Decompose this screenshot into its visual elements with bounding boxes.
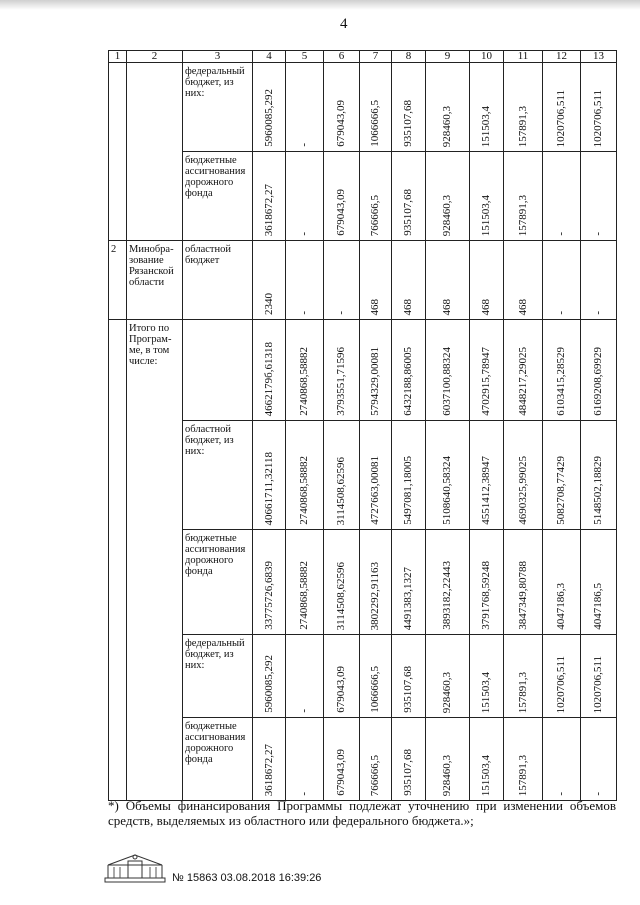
amount-value: 935107,68 — [402, 189, 414, 236]
table-row — [109, 320, 617, 421]
amount-value: 4047186,3 — [555, 583, 567, 630]
amount-cell — [426, 241, 470, 320]
registration-number: № 15863 03.08.2018 16:39:26 — [172, 872, 322, 884]
amount-cell — [360, 63, 392, 152]
table-row — [109, 718, 617, 801]
organization-cell: Минобра-зование Рязанской области — [127, 241, 183, 320]
amount-cell — [286, 63, 324, 152]
amount-cell — [253, 152, 286, 241]
table-row — [109, 152, 617, 241]
amount-cell — [324, 241, 360, 320]
row-number — [109, 63, 127, 241]
table-row — [109, 635, 617, 718]
budget-source-label — [183, 320, 253, 421]
amount-value: 151503,4 — [480, 194, 492, 236]
header-cell: 12 — [543, 51, 581, 63]
amount-value: 766666,5 — [369, 194, 381, 236]
amount-cell — [324, 63, 360, 152]
amount-value: 4702915,78947 — [480, 347, 492, 416]
funding-table — [108, 50, 617, 801]
amount-cell — [581, 718, 617, 801]
amount-value: 1066666,5 — [369, 666, 381, 713]
amount-cell — [543, 635, 581, 718]
amount-value: - — [298, 709, 310, 713]
amount-cell — [470, 718, 504, 801]
amount-value: 1020706,511 — [555, 655, 567, 713]
amount-cell — [543, 63, 581, 152]
amount-value: 3114508,62596 — [335, 456, 347, 525]
amount-cell — [253, 530, 286, 635]
amount-cell — [504, 635, 543, 718]
amount-cell — [392, 152, 426, 241]
amount-value: 3802292,91163 — [369, 561, 381, 630]
amount-value: 928460,3 — [441, 754, 453, 796]
amount-cell — [543, 320, 581, 421]
amount-value: 151503,4 — [480, 754, 492, 796]
header-cell: 3 — [183, 51, 253, 63]
amount-value: 1020706,511 — [592, 89, 604, 147]
budget-source-label: областной бюджет, из них: — [183, 421, 253, 530]
amount-cell — [543, 530, 581, 635]
amount-value: 468 — [480, 298, 492, 315]
amount-value: 6103415,28529 — [555, 347, 567, 416]
amount-cell — [426, 63, 470, 152]
amount-value: 4848217,29025 — [516, 347, 529, 416]
amount-value: 935107,68 — [402, 749, 414, 796]
header-cell: 8 — [392, 51, 426, 63]
amount-value: 151503,4 — [480, 105, 492, 147]
amount-cell — [581, 241, 617, 320]
amount-value: 1066666,5 — [369, 100, 381, 147]
page-number: 4 — [340, 16, 348, 32]
amount-cell — [360, 718, 392, 801]
amount-cell — [286, 530, 324, 635]
header-cell: 7 — [360, 51, 392, 63]
amount-value: - — [298, 143, 310, 147]
amount-value: - — [555, 792, 567, 796]
amount-value: 4047186,5 — [592, 583, 604, 630]
amount-cell — [392, 718, 426, 801]
budget-source-label: бюджетные ассигнования дорожного фонда — [183, 152, 253, 241]
amount-value: 468 — [369, 298, 381, 315]
amount-value: 3791768,59248 — [480, 561, 492, 630]
header-cell: 9 — [426, 51, 470, 63]
amount-value: 5794329,00081 — [369, 347, 381, 416]
table-row — [109, 63, 617, 152]
amount-cell — [581, 530, 617, 635]
amount-value: 3847349,80788 — [516, 561, 529, 630]
amount-value: 4727663,00081 — [369, 456, 381, 525]
amount-cell — [470, 320, 504, 421]
amount-cell — [543, 241, 581, 320]
amount-cell — [504, 241, 543, 320]
amount-cell — [360, 635, 392, 718]
amount-value: 679043,09 — [335, 749, 347, 796]
amount-value: 1020706,511 — [592, 655, 604, 713]
header-cell: 10 — [470, 51, 504, 63]
amount-value: 935107,68 — [402, 666, 414, 713]
amount-value: 2740868,58882 — [298, 456, 310, 525]
amount-cell — [324, 718, 360, 801]
amount-cell — [392, 63, 426, 152]
budget-source-label: бюджетные ассигнования дорожного фонда — [183, 718, 253, 801]
amount-cell — [286, 421, 324, 530]
organization-cell — [127, 63, 183, 241]
amount-cell — [504, 718, 543, 801]
amount-cell — [253, 241, 286, 320]
amount-value: 157891,3 — [516, 671, 529, 713]
amount-value: 157891,3 — [516, 754, 529, 796]
amount-cell — [581, 421, 617, 530]
amount-value: 935107,68 — [402, 100, 414, 147]
organization-cell: Итого по Програм-ме, в том числе: — [127, 320, 183, 801]
amount-value: 5148502,18829 — [592, 456, 604, 525]
amount-value: 679043,09 — [335, 666, 347, 713]
budget-source-label: областной бюджет — [183, 241, 253, 320]
amount-value: 4662179б,61318 — [262, 341, 275, 416]
amount-value: - — [555, 311, 567, 315]
amount-cell — [581, 635, 617, 718]
amount-cell — [426, 320, 470, 421]
header-cell: 5 — [286, 51, 324, 63]
amount-value: 468 — [516, 298, 529, 315]
amount-value: - — [592, 311, 604, 315]
amount-value: 157891,3 — [516, 194, 529, 236]
amount-cell — [253, 63, 286, 152]
amount-cell — [286, 718, 324, 801]
amount-value: 5108640,58324 — [441, 456, 453, 525]
amount-cell — [543, 152, 581, 241]
amount-value: 468 — [441, 298, 453, 315]
amount-value: 1020706,511 — [555, 89, 567, 147]
amount-cell — [286, 152, 324, 241]
amount-value: 4491383,1327 — [402, 566, 414, 630]
amount-cell — [253, 320, 286, 421]
amount-cell — [360, 421, 392, 530]
amount-value: 157891,3 — [516, 105, 529, 147]
amount-cell — [581, 63, 617, 152]
amount-value: 5082708,77429 — [555, 456, 567, 525]
amount-cell — [324, 152, 360, 241]
amount-value: 679043,09 — [335, 189, 347, 236]
amount-cell — [504, 421, 543, 530]
amount-cell — [324, 421, 360, 530]
amount-cell — [392, 320, 426, 421]
amount-cell — [324, 320, 360, 421]
amount-value: 3793551,71596 — [335, 347, 347, 416]
amount-cell — [286, 320, 324, 421]
amount-value: - — [298, 792, 310, 796]
amount-value: 3893182,22443 — [441, 561, 453, 630]
amount-value: 928460,3 — [441, 671, 453, 713]
amount-cell — [360, 241, 392, 320]
amount-cell — [324, 635, 360, 718]
amount-cell — [392, 635, 426, 718]
amount-value: 4690325,99025 — [516, 456, 529, 525]
amount-cell — [581, 320, 617, 421]
coat-of-arms-stamp — [104, 851, 166, 883]
amount-value: 3618672,27 — [262, 183, 275, 236]
amount-value: - — [298, 232, 310, 236]
amount-value: - — [298, 311, 310, 315]
amount-value: 5497081,18005 — [402, 456, 414, 525]
amount-value: 151503,4 — [480, 671, 492, 713]
row-number: 2 — [109, 241, 127, 320]
amount-cell — [360, 320, 392, 421]
amount-cell — [253, 635, 286, 718]
amount-value: - — [592, 232, 604, 236]
amount-cell — [426, 635, 470, 718]
amount-cell — [426, 152, 470, 241]
budget-source-label: федеральный бюджет, из них: — [183, 63, 253, 152]
header-cell: 1 — [109, 51, 127, 63]
row-number — [109, 320, 127, 801]
scan-edge — [0, 0, 640, 10]
amount-cell — [581, 152, 617, 241]
amount-value: 6432188,86005 — [402, 347, 414, 416]
header-cell: 4 — [253, 51, 286, 63]
amount-value: 2740868,58882 — [298, 347, 310, 416]
amount-cell — [543, 421, 581, 530]
amount-cell — [504, 152, 543, 241]
amount-cell — [324, 530, 360, 635]
amount-cell — [426, 530, 470, 635]
amount-value: - — [555, 232, 567, 236]
amount-value: 5960085,292 — [262, 89, 275, 147]
amount-cell — [426, 421, 470, 530]
table-row — [109, 241, 617, 320]
amount-cell — [253, 421, 286, 530]
amount-value: 679043,09 — [335, 100, 347, 147]
amount-cell — [504, 530, 543, 635]
amount-value: - — [592, 792, 604, 796]
amount-cell — [392, 241, 426, 320]
amount-cell — [360, 530, 392, 635]
amount-cell — [470, 635, 504, 718]
amount-cell — [360, 152, 392, 241]
amount-cell — [426, 718, 470, 801]
amount-cell — [470, 421, 504, 530]
amount-cell — [504, 63, 543, 152]
amount-cell — [504, 320, 543, 421]
amount-value: 5960085,292 — [262, 655, 275, 713]
amount-value: 928460,3 — [441, 105, 453, 147]
header-cell: 2 — [127, 51, 183, 63]
amount-value: 2340 — [262, 293, 275, 315]
amount-value: 468 — [402, 298, 414, 315]
budget-source-label: бюджетные ассигнования дорожного фонда — [183, 530, 253, 635]
budget-source-label: федеральный бюджет, из них: — [183, 635, 253, 718]
amount-value: 40661711,32118 — [262, 451, 275, 525]
footnote: *) Объемы финансирования Программы подлежат уточнению при изменении объемов средств, выделяемых из областного или федерального бюджета.»; — [108, 798, 616, 828]
header-cell: 11 — [504, 51, 543, 63]
header-cell: 6 — [324, 51, 360, 63]
amount-value: 4551412,38947 — [480, 456, 492, 525]
amount-cell — [470, 530, 504, 635]
amount-value: 6169208,69929 — [592, 347, 604, 416]
amount-value: 33775726,6839 — [262, 561, 275, 630]
amount-cell — [470, 63, 504, 152]
amount-value: - — [335, 311, 347, 315]
amount-value: 3618672,27 — [262, 743, 275, 796]
amount-cell — [286, 635, 324, 718]
amount-value: 3114508,62596 — [335, 561, 347, 630]
table-row — [109, 421, 617, 530]
amount-cell — [543, 718, 581, 801]
table-row — [109, 530, 617, 635]
amount-cell — [392, 421, 426, 530]
amount-cell — [392, 530, 426, 635]
amount-cell — [470, 241, 504, 320]
amount-value: 2740868,58882 — [298, 561, 310, 630]
amount-value: 928460,3 — [441, 194, 453, 236]
amount-cell — [286, 241, 324, 320]
amount-cell — [470, 152, 504, 241]
header-cell: 13 — [581, 51, 617, 63]
amount-value: 6037100,88324 — [441, 347, 453, 416]
amount-cell — [253, 718, 286, 801]
amount-value: 766666,5 — [369, 754, 381, 796]
